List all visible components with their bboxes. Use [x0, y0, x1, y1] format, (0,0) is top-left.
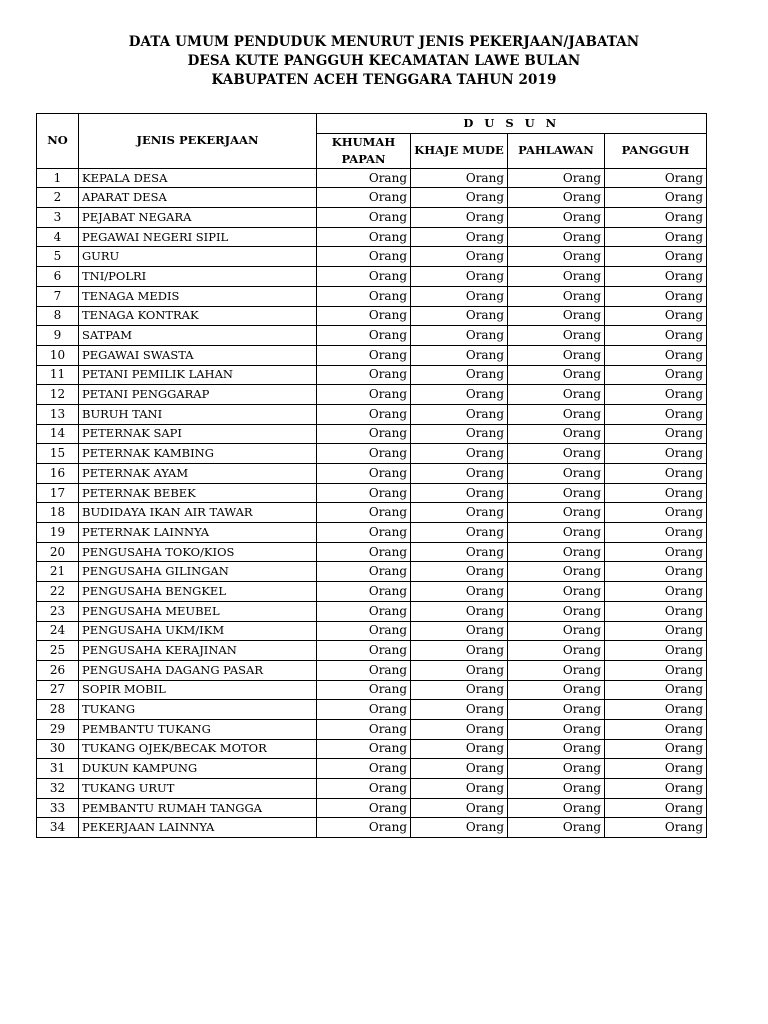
- row-number: 29: [37, 719, 79, 739]
- cell-pangguh: Orang: [605, 208, 707, 228]
- cell-pahlawan: Orang: [508, 660, 605, 680]
- cell-khumah-papan: Orang: [317, 739, 411, 759]
- header-pahlawan: PAHLAWAN: [508, 133, 605, 168]
- row-number: 14: [37, 424, 79, 444]
- cell-pahlawan: Orang: [508, 542, 605, 562]
- row-occupation: PEGAWAI SWASTA: [79, 345, 317, 365]
- row-occupation: TENAGA KONTRAK: [79, 306, 317, 326]
- occupation-table: [36, 113, 707, 838]
- title-line-3: KABUPATEN ACEH TENGGARA TAHUN 2019: [211, 72, 557, 88]
- table-row: [37, 700, 707, 720]
- row-number: 17: [37, 483, 79, 503]
- cell-pangguh: Orang: [605, 188, 707, 208]
- row-occupation: PEJABAT NEGARA: [79, 208, 317, 228]
- cell-khumah-papan: Orang: [317, 798, 411, 818]
- cell-pahlawan: Orang: [508, 267, 605, 287]
- cell-pangguh: Orang: [605, 424, 707, 444]
- table-row: [37, 385, 707, 405]
- cell-khaje-mude: Orang: [411, 542, 508, 562]
- table-row: [37, 503, 707, 523]
- row-number: 31: [37, 759, 79, 779]
- row-occupation: PENGUSAHA TOKO/KIOS: [79, 542, 317, 562]
- cell-khumah-papan: Orang: [317, 424, 411, 444]
- row-occupation: BUDIDAYA IKAN AIR TAWAR: [79, 503, 317, 523]
- cell-khumah-papan: Orang: [317, 779, 411, 799]
- cell-pangguh: Orang: [605, 641, 707, 661]
- cell-khumah-papan: Orang: [317, 641, 411, 661]
- cell-khumah-papan: Orang: [317, 483, 411, 503]
- row-number: 16: [37, 464, 79, 484]
- cell-khumah-papan: Orang: [317, 601, 411, 621]
- cell-pahlawan: Orang: [508, 680, 605, 700]
- table-row: [37, 168, 707, 188]
- table-body: [37, 168, 707, 837]
- header-job: JENIS PEKERJAAN: [79, 114, 317, 169]
- cell-khumah-papan: Orang: [317, 208, 411, 228]
- cell-pangguh: Orang: [605, 483, 707, 503]
- cell-pangguh: Orang: [605, 247, 707, 267]
- cell-khumah-papan: Orang: [317, 818, 411, 838]
- row-number: 23: [37, 601, 79, 621]
- cell-khaje-mude: Orang: [411, 385, 508, 405]
- title-line-2: DESA KUTE PANGGUH KECAMATAN LAWE BULAN: [187, 53, 581, 69]
- cell-pangguh: Orang: [605, 267, 707, 287]
- cell-pangguh: Orang: [605, 621, 707, 641]
- table-row: [37, 404, 707, 424]
- row-occupation: TNI/POLRI: [79, 267, 317, 287]
- cell-pangguh: Orang: [605, 503, 707, 523]
- row-occupation: PETANI PEMILIK LAHAN: [79, 365, 317, 385]
- table-row: [37, 719, 707, 739]
- cell-khaje-mude: Orang: [411, 739, 508, 759]
- cell-khumah-papan: Orang: [317, 719, 411, 739]
- cell-pahlawan: Orang: [508, 208, 605, 228]
- cell-khaje-mude: Orang: [411, 464, 508, 484]
- cell-pangguh: Orang: [605, 798, 707, 818]
- cell-khaje-mude: Orang: [411, 286, 508, 306]
- table-row: [37, 306, 707, 326]
- table-row: [37, 247, 707, 267]
- row-occupation: KEPALA DESA: [79, 168, 317, 188]
- cell-pangguh: Orang: [605, 739, 707, 759]
- cell-khaje-mude: Orang: [411, 326, 508, 346]
- row-occupation: GURU: [79, 247, 317, 267]
- row-occupation: DUKUN KAMPUNG: [79, 759, 317, 779]
- table-row: [37, 464, 707, 484]
- cell-khaje-mude: Orang: [411, 719, 508, 739]
- row-occupation: BURUH TANI: [79, 404, 317, 424]
- cell-khaje-mude: Orang: [411, 208, 508, 228]
- cell-khaje-mude: Orang: [411, 424, 508, 444]
- cell-pahlawan: Orang: [508, 385, 605, 405]
- cell-khaje-mude: Orang: [411, 621, 508, 641]
- cell-khaje-mude: Orang: [411, 267, 508, 287]
- cell-pahlawan: Orang: [508, 759, 605, 779]
- cell-pangguh: Orang: [605, 227, 707, 247]
- row-occupation: PENGUSAHA DAGANG PASAR: [79, 660, 317, 680]
- row-number: 34: [37, 818, 79, 838]
- row-number: 8: [37, 306, 79, 326]
- row-number: 22: [37, 582, 79, 602]
- cell-khaje-mude: Orang: [411, 759, 508, 779]
- row-occupation: PETERNAK BEBEK: [79, 483, 317, 503]
- cell-khaje-mude: Orang: [411, 660, 508, 680]
- cell-khumah-papan: Orang: [317, 247, 411, 267]
- table-row: [37, 444, 707, 464]
- row-occupation: PETERNAK SAPI: [79, 424, 317, 444]
- table-row: [37, 267, 707, 287]
- row-occupation: TUKANG URUT: [79, 779, 317, 799]
- header-pangguh: PANGGUH: [605, 133, 707, 168]
- row-occupation: PETANI PENGGARAP: [79, 385, 317, 405]
- row-occupation: APARAT DESA: [79, 188, 317, 208]
- cell-pangguh: Orang: [605, 385, 707, 405]
- cell-khaje-mude: Orang: [411, 188, 508, 208]
- cell-pahlawan: Orang: [508, 227, 605, 247]
- row-occupation: PEMBANTU RUMAH TANGGA: [79, 798, 317, 818]
- row-number: 19: [37, 523, 79, 543]
- cell-khumah-papan: Orang: [317, 503, 411, 523]
- cell-pahlawan: Orang: [508, 818, 605, 838]
- table-row: [37, 601, 707, 621]
- row-occupation: PETERNAK KAMBING: [79, 444, 317, 464]
- cell-pangguh: Orang: [605, 542, 707, 562]
- table-row: [37, 818, 707, 838]
- document-title: [0, 33, 768, 90]
- cell-khumah-papan: Orang: [317, 345, 411, 365]
- cell-pahlawan: Orang: [508, 523, 605, 543]
- row-occupation: PENGUSAHA MEUBEL: [79, 601, 317, 621]
- cell-khaje-mude: Orang: [411, 562, 508, 582]
- row-number: 18: [37, 503, 79, 523]
- row-number: 1: [37, 168, 79, 188]
- row-occupation: TUKANG OJEK/BECAK MOTOR: [79, 739, 317, 759]
- table-row: [37, 523, 707, 543]
- row-occupation: SOPIR MOBIL: [79, 680, 317, 700]
- table-row: [37, 424, 707, 444]
- header-khaje-mude: KHAJE MUDE: [411, 133, 508, 168]
- cell-pangguh: Orang: [605, 444, 707, 464]
- cell-pangguh: Orang: [605, 326, 707, 346]
- cell-pahlawan: Orang: [508, 168, 605, 188]
- header-khumah-papan: KHUMAH PAPAN: [317, 133, 411, 168]
- table-row: [37, 365, 707, 385]
- cell-khaje-mude: Orang: [411, 404, 508, 424]
- cell-pahlawan: Orang: [508, 345, 605, 365]
- cell-khaje-mude: Orang: [411, 365, 508, 385]
- cell-khumah-papan: Orang: [317, 700, 411, 720]
- table-row: [37, 562, 707, 582]
- cell-pangguh: Orang: [605, 404, 707, 424]
- cell-pahlawan: Orang: [508, 326, 605, 346]
- cell-pahlawan: Orang: [508, 404, 605, 424]
- row-number: 25: [37, 641, 79, 661]
- row-number: 20: [37, 542, 79, 562]
- cell-pahlawan: Orang: [508, 719, 605, 739]
- row-number: 27: [37, 680, 79, 700]
- cell-khumah-papan: Orang: [317, 582, 411, 602]
- cell-pahlawan: Orang: [508, 306, 605, 326]
- row-occupation: PETERNAK AYAM: [79, 464, 317, 484]
- cell-pangguh: Orang: [605, 759, 707, 779]
- cell-khumah-papan: Orang: [317, 660, 411, 680]
- cell-khaje-mude: Orang: [411, 306, 508, 326]
- cell-khumah-papan: Orang: [317, 168, 411, 188]
- cell-pangguh: Orang: [605, 601, 707, 621]
- cell-pahlawan: Orang: [508, 582, 605, 602]
- row-occupation: PENGUSAHA GILINGAN: [79, 562, 317, 582]
- row-number: 5: [37, 247, 79, 267]
- table-row: [37, 759, 707, 779]
- row-number: 6: [37, 267, 79, 287]
- cell-khumah-papan: Orang: [317, 286, 411, 306]
- row-occupation: TENAGA MEDIS: [79, 286, 317, 306]
- cell-pahlawan: Orang: [508, 286, 605, 306]
- cell-pahlawan: Orang: [508, 621, 605, 641]
- cell-khumah-papan: Orang: [317, 523, 411, 543]
- table-row: [37, 542, 707, 562]
- row-number: 28: [37, 700, 79, 720]
- row-number: 21: [37, 562, 79, 582]
- cell-khumah-papan: Orang: [317, 326, 411, 346]
- cell-pahlawan: Orang: [508, 562, 605, 582]
- row-occupation: TUKANG: [79, 700, 317, 720]
- cell-pahlawan: Orang: [508, 188, 605, 208]
- table-row: [37, 660, 707, 680]
- cell-pahlawan: Orang: [508, 503, 605, 523]
- table-row: [37, 680, 707, 700]
- row-occupation: PENGUSAHA KERAJINAN: [79, 641, 317, 661]
- row-number: 10: [37, 345, 79, 365]
- cell-khaje-mude: Orang: [411, 680, 508, 700]
- row-occupation: PEGAWAI NEGERI SIPIL: [79, 227, 317, 247]
- cell-khumah-papan: Orang: [317, 621, 411, 641]
- cell-pahlawan: Orang: [508, 739, 605, 759]
- cell-khaje-mude: Orang: [411, 444, 508, 464]
- cell-khaje-mude: Orang: [411, 168, 508, 188]
- table-row: [37, 326, 707, 346]
- cell-khaje-mude: Orang: [411, 345, 508, 365]
- cell-khaje-mude: Orang: [411, 582, 508, 602]
- cell-khaje-mude: Orang: [411, 798, 508, 818]
- row-occupation: PEKERJAAN LAINNYA: [79, 818, 317, 838]
- cell-pangguh: Orang: [605, 582, 707, 602]
- table-row: [37, 779, 707, 799]
- cell-pahlawan: Orang: [508, 641, 605, 661]
- row-number: 11: [37, 365, 79, 385]
- row-number: 3: [37, 208, 79, 228]
- cell-pahlawan: Orang: [508, 798, 605, 818]
- header-dusun: D U S U N: [317, 114, 707, 134]
- cell-pangguh: Orang: [605, 345, 707, 365]
- cell-khaje-mude: Orang: [411, 818, 508, 838]
- cell-pangguh: Orang: [605, 660, 707, 680]
- cell-pangguh: Orang: [605, 464, 707, 484]
- cell-pahlawan: Orang: [508, 601, 605, 621]
- table-row: [37, 208, 707, 228]
- row-occupation: SATPAM: [79, 326, 317, 346]
- cell-khaje-mude: Orang: [411, 601, 508, 621]
- cell-khumah-papan: Orang: [317, 365, 411, 385]
- row-number: 12: [37, 385, 79, 405]
- row-number: 13: [37, 404, 79, 424]
- cell-khumah-papan: Orang: [317, 562, 411, 582]
- cell-khumah-papan: Orang: [317, 759, 411, 779]
- title-line-1: DATA UMUM PENDUDUK MENURUT JENIS PEKERJAAN/JABATAN: [128, 34, 640, 50]
- table-row: [37, 739, 707, 759]
- cell-khaje-mude: Orang: [411, 779, 508, 799]
- cell-pangguh: Orang: [605, 306, 707, 326]
- row-number: 4: [37, 227, 79, 247]
- row-number: 33: [37, 798, 79, 818]
- table-row: [37, 582, 707, 602]
- table-header: [37, 114, 707, 169]
- header-no: NO: [37, 114, 79, 169]
- row-number: 2: [37, 188, 79, 208]
- cell-pahlawan: Orang: [508, 464, 605, 484]
- cell-pangguh: Orang: [605, 168, 707, 188]
- cell-khumah-papan: Orang: [317, 385, 411, 405]
- row-number: 26: [37, 660, 79, 680]
- cell-pahlawan: Orang: [508, 365, 605, 385]
- cell-pangguh: Orang: [605, 779, 707, 799]
- cell-pahlawan: Orang: [508, 424, 605, 444]
- cell-khumah-papan: Orang: [317, 306, 411, 326]
- table-row: [37, 345, 707, 365]
- cell-khumah-papan: Orang: [317, 227, 411, 247]
- row-number: 24: [37, 621, 79, 641]
- table-row: [37, 227, 707, 247]
- cell-khaje-mude: Orang: [411, 641, 508, 661]
- cell-pangguh: Orang: [605, 523, 707, 543]
- table-row: [37, 798, 707, 818]
- row-number: 32: [37, 779, 79, 799]
- cell-khaje-mude: Orang: [411, 503, 508, 523]
- cell-pahlawan: Orang: [508, 779, 605, 799]
- cell-pangguh: Orang: [605, 562, 707, 582]
- row-number: 7: [37, 286, 79, 306]
- table-row: [37, 621, 707, 641]
- row-occupation: PENGUSAHA BENGKEL: [79, 582, 317, 602]
- cell-khaje-mude: Orang: [411, 483, 508, 503]
- cell-khaje-mude: Orang: [411, 227, 508, 247]
- cell-pahlawan: Orang: [508, 444, 605, 464]
- row-occupation: PEMBANTU TUKANG: [79, 719, 317, 739]
- cell-khaje-mude: Orang: [411, 523, 508, 543]
- cell-khumah-papan: Orang: [317, 542, 411, 562]
- cell-pangguh: Orang: [605, 286, 707, 306]
- cell-khaje-mude: Orang: [411, 247, 508, 267]
- cell-pangguh: Orang: [605, 365, 707, 385]
- cell-khaje-mude: Orang: [411, 700, 508, 720]
- cell-pangguh: Orang: [605, 818, 707, 838]
- cell-pangguh: Orang: [605, 700, 707, 720]
- row-number: 30: [37, 739, 79, 759]
- row-occupation: PENGUSAHA UKM/IKM: [79, 621, 317, 641]
- cell-khumah-papan: Orang: [317, 444, 411, 464]
- row-occupation: PETERNAK LAINNYA: [79, 523, 317, 543]
- cell-khumah-papan: Orang: [317, 404, 411, 424]
- table-row: [37, 286, 707, 306]
- cell-pahlawan: Orang: [508, 247, 605, 267]
- cell-pangguh: Orang: [605, 719, 707, 739]
- cell-pangguh: Orang: [605, 680, 707, 700]
- cell-khumah-papan: Orang: [317, 267, 411, 287]
- cell-khumah-papan: Orang: [317, 464, 411, 484]
- cell-pahlawan: Orang: [508, 700, 605, 720]
- cell-khumah-papan: Orang: [317, 680, 411, 700]
- row-number: 9: [37, 326, 79, 346]
- table-row: [37, 641, 707, 661]
- table-row: [37, 188, 707, 208]
- cell-pahlawan: Orang: [508, 483, 605, 503]
- cell-khumah-papan: Orang: [317, 188, 411, 208]
- row-number: 15: [37, 444, 79, 464]
- table-row: [37, 483, 707, 503]
